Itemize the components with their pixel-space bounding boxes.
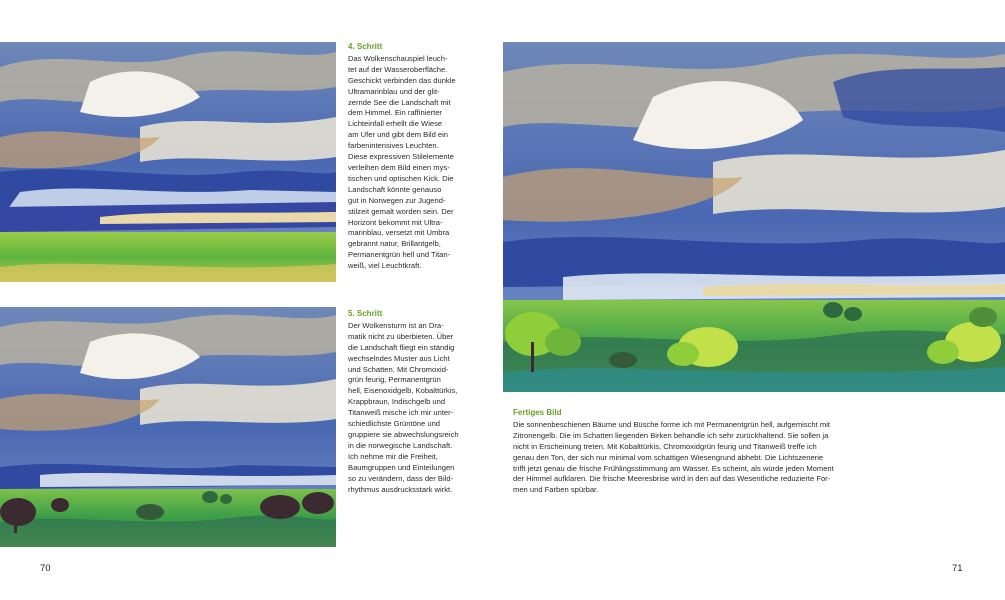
page-number-right: 71 bbox=[952, 563, 963, 574]
step4-heading: 4. Schritt bbox=[348, 42, 383, 51]
final-text-block bbox=[513, 408, 853, 496]
step5-text-block bbox=[348, 309, 470, 495]
right-page bbox=[502, 0, 1005, 600]
step4-body: Das Wolkenschauspiel leuch- tet auf der Wasseroberfläche. Geschickt verbinden das dunkle Ultramarinblau und der glit- zernde See die Landschaft mit dem Himmel. Ein raffinierter Lichteinfall erhellt die Wiese am Ufer und gibt dem Bild ein farbenintensives Leuchten. Diese expressiven Stilelemente verleihen dem Bild einen mys- tischen und optischen Kick. Die Landschaft könnte genauso gut in Norwegen zur Jugend- stilzeit gemalt worden sein. Der Horizont bekommt mit Ultra- marinblau, versetzt mit Umbra gebrannt natur, Brillantgelb, Permanentgrün hell und Titan- weiß, viel Leuchtkraft. bbox=[348, 53, 456, 271]
painting-step4-image bbox=[0, 42, 336, 282]
final-body: Die sonnenbeschienen Bäume und Büsche forme ich mit Permanentgrün hell, aufgemischt mit Zitronengelb. Die im Schatten liegenden Birken behandle ich sehr zurückhaltend. Sie sollen ja nicht in Erscheinung treten. Mit Kobalttürkis, Chromoxidgrün feurig und Titanweiß treffe ich genau den Ton, der sich nur minimal vom schattigen Wiesengrund abhebt. Die Lichtszenerie trifft jetzt genau die frische Frühlingsstimmung am Wasser. Es scheint, als würde jeden Moment der Himmel aufklaren. Die frische Meeresbrise wird in den auf das Wesentliche reduzierte For- men und Farben spürbar. bbox=[513, 419, 834, 495]
step5-heading: 5. Schritt bbox=[348, 309, 383, 318]
painting-step5-image bbox=[0, 307, 336, 547]
painting-final-image bbox=[503, 42, 1005, 392]
page-number-left: 70 bbox=[40, 563, 51, 574]
final-heading: Fertiges Bild bbox=[513, 408, 562, 417]
left-page bbox=[0, 0, 502, 600]
step5-body: Der Wolkensturm ist an Dra- matik nicht zu überbieten. Über die Landschaft fliegt ein ständig wechselndes Muster aus Licht und Schatten. Mit Chromoxid- grün feurig, Permanentgrün hell, Eisenoxidgelb, Kobalttürkis, Krappbraun, Indischgelb und Titanweiß mische ich mir unter- schiedlichste Grüntöne und gruppiere sie abwechslungsreich in die norwegische Landschaft. Ich nehme mir die Freiheit, Baumgruppen und Einteilungen so zu verändern, dass der Bild- rhythmus ausdrucksstark wirkt. bbox=[348, 320, 459, 494]
step4-text-block bbox=[348, 42, 470, 272]
